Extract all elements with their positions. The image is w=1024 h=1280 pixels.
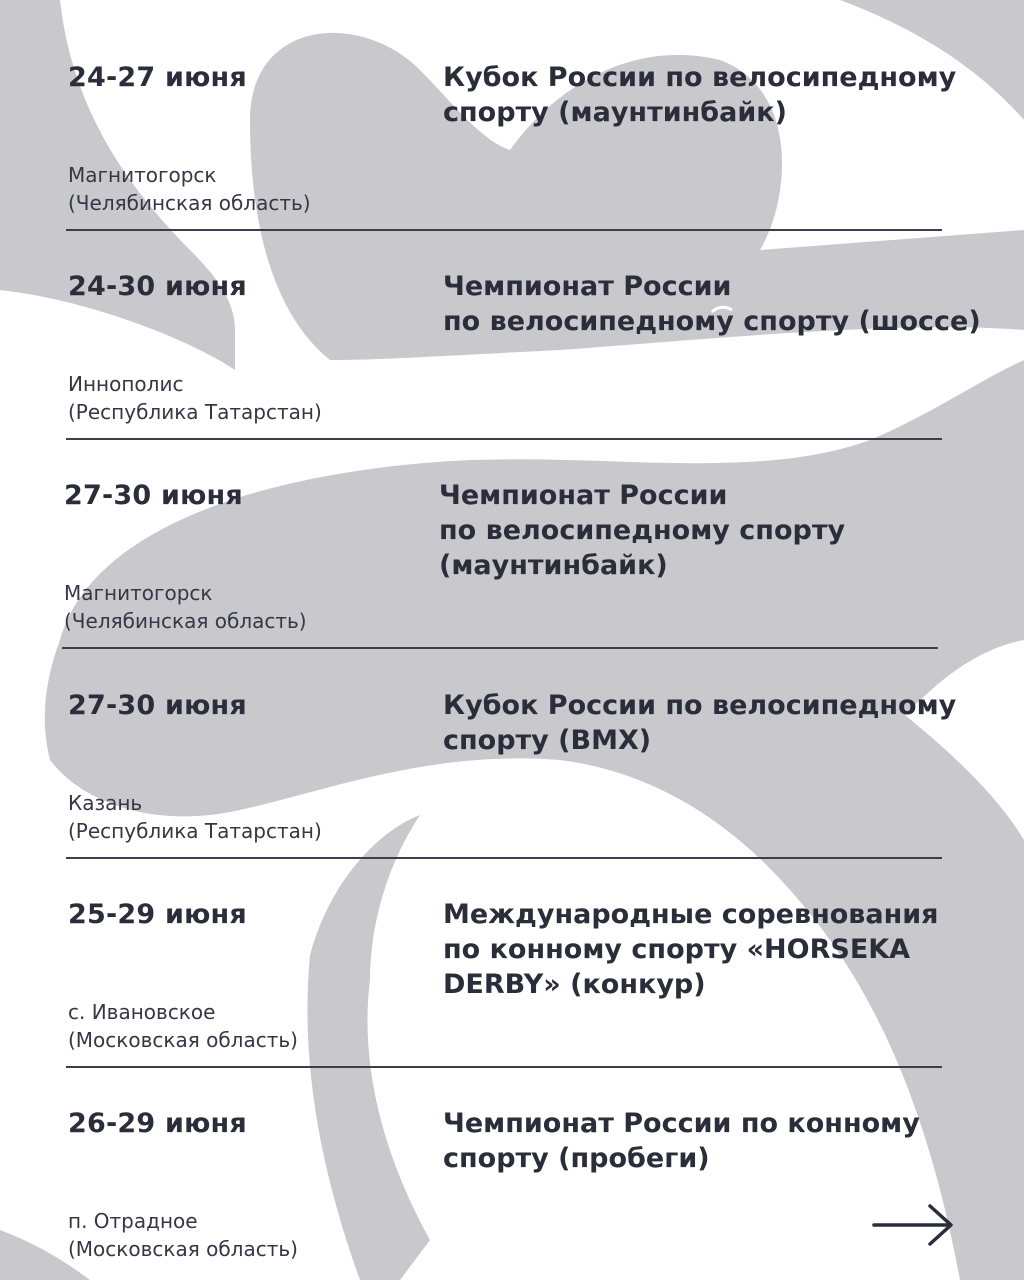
event-item	[66, 231, 981, 440]
event-title	[443, 897, 943, 1002]
event-title-line: DERBY» (конкур)	[443, 969, 706, 1000]
event-title-line: по велосипедному спорту (шоссе)	[443, 306, 981, 337]
event-location	[68, 1207, 298, 1263]
event-date: 25-29 июня	[68, 899, 247, 930]
event-region: (Республика Татарстан)	[68, 819, 322, 843]
event-location	[68, 789, 322, 845]
event-title-line: (маунтинбайк)	[439, 550, 668, 581]
event-title-line: Чемпионат России	[439, 480, 728, 511]
event-title-line: Чемпионат России по конному	[443, 1108, 920, 1139]
event-city: с. Ивановское	[68, 1000, 216, 1024]
event-region: (Республика Татарстан)	[68, 400, 322, 424]
event-date: 24-27 июня	[68, 62, 247, 93]
event-title	[439, 478, 939, 583]
event-city: Магнитогорск	[64, 581, 213, 605]
event-item	[66, 1068, 942, 1277]
event-location	[68, 998, 298, 1054]
event-item	[66, 650, 957, 859]
event-item	[62, 440, 938, 649]
event-title	[443, 60, 957, 130]
event-item	[66, 859, 942, 1068]
event-region: (Челябинская область)	[64, 609, 307, 633]
event-title-line: Международные соревнования	[443, 899, 939, 930]
event-title	[443, 269, 981, 339]
arrow-right-icon[interactable]	[872, 1202, 956, 1248]
event-location	[68, 370, 322, 426]
event-city: Казань	[68, 791, 143, 815]
event-city: Магнитогорск	[68, 163, 217, 187]
event-title-line: спорту (BMX)	[443, 725, 652, 756]
event-title	[443, 688, 957, 758]
event-date: 27-30 июня	[68, 690, 247, 721]
event-date: 27-30 июня	[64, 480, 243, 511]
event-title-line: Чемпионат России	[443, 271, 732, 302]
event-title-line: Кубок России по велосипедному	[443, 62, 957, 93]
event-city: Иннополис	[68, 372, 184, 396]
event-title	[443, 1106, 943, 1176]
event-location	[64, 579, 307, 635]
event-region: (Московская область)	[68, 1237, 298, 1261]
event-date: 26-29 июня	[68, 1108, 247, 1139]
event-title-line: спорту (маунтинбайк)	[443, 97, 787, 128]
event-location	[68, 161, 311, 217]
event-title-line: по конному спорту «HORSEKA	[443, 934, 911, 965]
event-title-line: спорту (пробеги)	[443, 1143, 710, 1174]
event-title-line: по велосипедному спорту	[439, 515, 846, 546]
event-city: п. Отрадное	[68, 1209, 198, 1233]
event-date: 24-30 июня	[68, 271, 247, 302]
event-item	[66, 22, 957, 231]
event-region: (Московская область)	[68, 1028, 298, 1052]
event-region: (Челябинская область)	[68, 191, 311, 215]
event-title-line: Кубок России по велосипедному	[443, 690, 957, 721]
